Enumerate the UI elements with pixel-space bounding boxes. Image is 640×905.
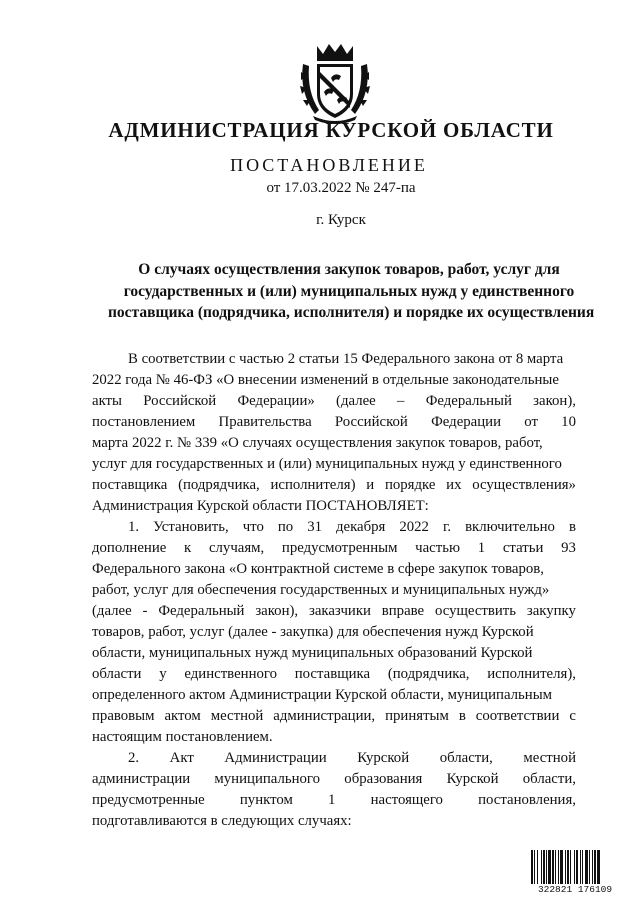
body-text: Курской bbox=[446, 771, 499, 787]
body-text: осуществить bbox=[434, 603, 516, 619]
barcode-bar bbox=[574, 850, 575, 886]
document-title bbox=[108, 259, 595, 324]
body-line bbox=[92, 706, 576, 727]
body-line bbox=[92, 496, 576, 517]
body-text: дополнение bbox=[92, 540, 167, 556]
body-text: области bbox=[92, 666, 142, 682]
body-text: 1 bbox=[328, 792, 336, 808]
barcode-bar bbox=[552, 850, 554, 886]
body-text: частью bbox=[415, 540, 461, 556]
barcode-bar bbox=[585, 850, 588, 886]
barcode-bar bbox=[534, 850, 535, 886]
body-text: декабря bbox=[335, 519, 386, 535]
body-text: у bbox=[159, 666, 167, 682]
body-text: акты bbox=[92, 393, 122, 409]
body-text: исполнителя), bbox=[487, 666, 576, 682]
body-line bbox=[92, 727, 576, 748]
title-line: О случаях осуществления закупок товаров, работ, услуг для bbox=[138, 261, 560, 278]
body-text: предусмотренным bbox=[281, 540, 398, 556]
body-line bbox=[92, 349, 576, 370]
body-text: их bbox=[446, 477, 462, 493]
body-text: правовым bbox=[92, 708, 155, 724]
body-text: Акт bbox=[169, 750, 194, 766]
body-line bbox=[92, 664, 576, 685]
body-line bbox=[92, 517, 576, 538]
barcode-bar bbox=[543, 850, 545, 886]
barcode-bar bbox=[560, 850, 563, 886]
body-text: (подрядчика, bbox=[178, 477, 260, 493]
body-line bbox=[92, 769, 576, 790]
body-text: муниципального bbox=[214, 771, 321, 787]
body-text: (подрядчика, bbox=[387, 666, 470, 682]
body-text: Федеральный bbox=[425, 393, 512, 409]
body-text: области, bbox=[439, 750, 493, 766]
body-text: закупку bbox=[526, 603, 576, 619]
body-text: и bbox=[366, 477, 375, 493]
body-text: администрации, bbox=[273, 708, 376, 724]
body-text: 93 bbox=[561, 540, 576, 556]
body-text: пунктом bbox=[239, 792, 293, 808]
body-text: настоящего bbox=[370, 792, 443, 808]
body-text: единственного bbox=[184, 666, 277, 682]
body-line bbox=[92, 412, 576, 433]
body-text: 2. bbox=[128, 750, 140, 766]
body-line bbox=[92, 475, 576, 496]
body-text: Российской bbox=[143, 393, 217, 409]
body-text: 31 bbox=[307, 519, 322, 535]
body-line bbox=[92, 391, 576, 412]
body-text: 1 bbox=[477, 540, 486, 556]
title-line: поставщика (подрядчика, исполнителя) и порядке их осуществления bbox=[108, 304, 595, 321]
body-text: подготавливаются в следующих случаях: bbox=[92, 813, 352, 829]
body-text: Курской bbox=[357, 750, 410, 766]
body-text: соответствии bbox=[475, 708, 560, 724]
body-text: Правительства bbox=[218, 414, 312, 430]
body-text: администрации bbox=[92, 771, 191, 787]
body-line bbox=[92, 370, 576, 391]
barcode-bar bbox=[546, 850, 547, 886]
body-text: вправе bbox=[381, 603, 425, 619]
body-text: Администрация Курской области ПОСТАНОВЛЯЕТ: bbox=[92, 498, 429, 514]
body-text: исполнителя) bbox=[270, 477, 356, 493]
body-text: образования bbox=[344, 771, 423, 787]
body-text: постановлением bbox=[92, 414, 196, 430]
barcode-bar bbox=[541, 850, 542, 886]
body-text: заказчики bbox=[308, 603, 371, 619]
body-text: 2022 года № 46-ФЗ «О внесении изменений в отдельные законодательные bbox=[92, 372, 559, 388]
body-text: от bbox=[524, 414, 538, 430]
body-line bbox=[92, 433, 576, 454]
body-line bbox=[92, 580, 576, 601]
body-text: Федерации bbox=[431, 414, 501, 430]
barcode-bar bbox=[576, 850, 578, 886]
body-text: предусмотренные bbox=[92, 792, 205, 808]
body-text: Российской bbox=[334, 414, 408, 430]
barcode-bar bbox=[592, 850, 593, 886]
body-text: к bbox=[184, 540, 192, 556]
body-text: области, муниципальных нужд муниципальных образований Курской bbox=[92, 645, 533, 661]
body-text: области, bbox=[522, 771, 576, 787]
body-text: 10 bbox=[561, 414, 576, 430]
body-text: – bbox=[397, 393, 405, 409]
body-text: в bbox=[458, 708, 466, 724]
barcode-bar bbox=[589, 850, 590, 886]
body-text: (далее bbox=[336, 393, 376, 409]
document-date-number: от 17.03.2022 № 247-па bbox=[266, 180, 416, 196]
body-line bbox=[92, 538, 576, 559]
document-type: ПОСТАНОВЛЕНИЕ bbox=[230, 155, 428, 175]
body-text: Администрации bbox=[224, 750, 327, 766]
body-line bbox=[92, 559, 576, 580]
body-text: поставщика bbox=[294, 666, 371, 682]
barcode-bar bbox=[555, 850, 556, 886]
coat-of-arms-icon bbox=[297, 42, 373, 124]
body-line bbox=[92, 601, 576, 622]
body-text: случаям, bbox=[208, 540, 265, 556]
barcode-bar bbox=[594, 850, 596, 886]
body-text: определенного актом Администрации Курской области, муниципальным bbox=[92, 687, 552, 703]
body-text: закон), bbox=[255, 603, 299, 619]
body-line bbox=[92, 454, 576, 475]
body-text: - bbox=[142, 603, 148, 619]
body-text: работ, услуг для обеспечения государственных и муниципальных нужд» bbox=[92, 582, 550, 598]
body-text: Федеральный bbox=[158, 603, 245, 619]
body-line bbox=[92, 685, 576, 706]
body-text: с bbox=[569, 708, 576, 724]
body-line bbox=[92, 748, 576, 769]
body-text: что bbox=[242, 519, 264, 535]
body-text: поставщика bbox=[92, 477, 168, 493]
barcode bbox=[531, 850, 619, 896]
barcode-bar bbox=[565, 850, 566, 886]
body-line bbox=[92, 790, 576, 811]
body-text: принятым bbox=[385, 708, 449, 724]
barcode-bar bbox=[570, 850, 571, 886]
body-text: местной bbox=[523, 750, 576, 766]
body-line bbox=[92, 643, 576, 664]
barcode-bar bbox=[580, 850, 581, 886]
body-text: (далее bbox=[92, 603, 132, 619]
body-text: марта 2022 г. № 339 «О случаях осуществления закупок товаров, работ, bbox=[92, 435, 543, 451]
body-text: статьи bbox=[502, 540, 544, 556]
body-text: Установить, bbox=[153, 519, 229, 535]
body-text: 2022 bbox=[399, 519, 429, 535]
title-line: государственных и (или) муниципальных нужд у единственного bbox=[123, 282, 575, 300]
body-line bbox=[92, 622, 576, 643]
document-place: г. Курск bbox=[316, 212, 366, 228]
organization-name: АДМИНИСТРАЦИЯ КУРСКОЙ ОБЛАСТИ bbox=[108, 118, 554, 142]
body-text: Федерации» bbox=[237, 393, 315, 409]
body-text: услуг для государственных и (или) муниципальных нужд у единственного bbox=[92, 456, 562, 472]
body-text: закон), bbox=[533, 393, 576, 409]
body-text: Федерального закона «О контрактной системе в сфере закупок товаров, bbox=[92, 561, 544, 577]
barcode-bar bbox=[567, 850, 569, 886]
body-text: включительно bbox=[465, 519, 555, 535]
body-text: порядке bbox=[384, 477, 436, 493]
body-text: г. bbox=[442, 519, 452, 535]
body-text: постановления, bbox=[478, 792, 576, 808]
body-text: осуществления» bbox=[472, 477, 576, 493]
body-text: В соответствии с частью 2 статьи 15 Федерального закона от 8 марта bbox=[128, 351, 564, 367]
body-text: настоящим постановлением. bbox=[92, 729, 273, 745]
barcode-bar bbox=[537, 850, 538, 886]
barcode-bar bbox=[582, 850, 583, 886]
barcode-bar bbox=[548, 850, 551, 886]
document-body bbox=[92, 349, 576, 832]
barcode-number: 322821 176109 bbox=[531, 884, 619, 895]
body-line bbox=[92, 811, 576, 832]
barcode-bar bbox=[597, 850, 600, 886]
body-text: актом bbox=[164, 708, 201, 724]
body-text: в bbox=[568, 519, 576, 535]
barcode-bar bbox=[558, 850, 559, 886]
barcode-bar bbox=[531, 850, 533, 886]
barcode-bars bbox=[531, 850, 619, 886]
body-text: по bbox=[277, 519, 294, 535]
body-text: 1. bbox=[128, 519, 140, 535]
body-text: местной bbox=[210, 708, 264, 724]
body-text: товаров, работ, услуг (далее - закупка) для обеспечения нужд Курской bbox=[92, 624, 534, 640]
